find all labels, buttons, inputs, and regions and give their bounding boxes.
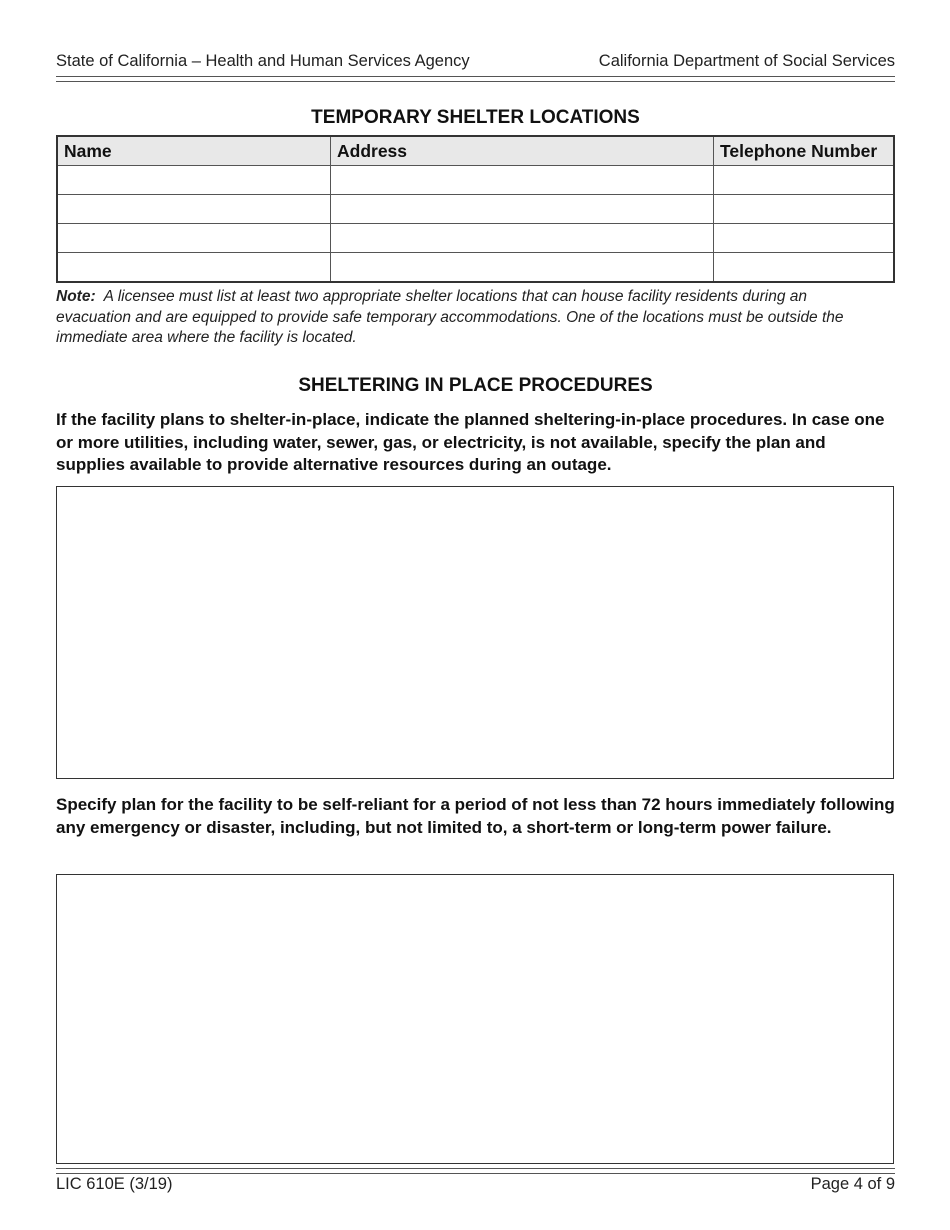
page-footer xyxy=(56,1175,895,1194)
shelter-name-cell[interactable] xyxy=(57,253,331,283)
sip-section-title: SHELTERING IN PLACE PROCEDURES xyxy=(298,375,653,396)
shelter-address-cell[interactable] xyxy=(331,253,714,283)
page-number: Page 4 of 9 xyxy=(810,1175,895,1193)
sip-procedures-instruction: If the facility plans to shelter-in-place, indicate the planned sheltering-in-place procedures. In case one or more utilities, including water, sewer, gas, or electricity, is not available, specify the plan and supplies available to provide alternative resources during an outage. xyxy=(56,410,885,474)
shelter-name-cell[interactable] xyxy=(57,166,331,195)
self-reliance-instruction: Specify plan for the facility to be self-reliant for a period of not less than 72 hours immediately following any emergency or disaster, including, but not limited to, a short-term or long-term power failure. xyxy=(56,795,895,837)
header-divider xyxy=(56,76,895,82)
note-text: A licensee must list at least two appropriate shelter locations that can house facility residents during an evacuation and are equipped to provide safe temporary accommodations. One of the locations must be outside the immediate area where the facility is located. xyxy=(56,288,844,346)
shelter-note xyxy=(56,287,876,349)
table-header-row xyxy=(57,136,894,166)
shelter-locations-table xyxy=(56,135,895,283)
note-label: Note: xyxy=(56,288,96,305)
shelter-address-cell[interactable] xyxy=(331,195,714,224)
shelter-name-cell[interactable] xyxy=(57,195,331,224)
table-row xyxy=(57,166,894,195)
footer-divider xyxy=(56,1168,895,1174)
shelter-address-cell[interactable] xyxy=(331,224,714,253)
shelter-section-title: TEMPORARY SHELTER LOCATIONS xyxy=(311,107,640,128)
table-row xyxy=(57,253,894,283)
shelter-phone-cell[interactable] xyxy=(714,195,895,224)
table-row xyxy=(57,195,894,224)
sip-procedures-textarea[interactable] xyxy=(56,486,894,779)
form-page xyxy=(56,0,895,1230)
column-header-address: Address xyxy=(331,136,714,166)
shelter-phone-cell[interactable] xyxy=(714,166,895,195)
shelter-address-cell[interactable] xyxy=(331,166,714,195)
department-name: California Department of Social Services xyxy=(598,52,895,70)
shelter-phone-cell[interactable] xyxy=(714,224,895,253)
self-reliance-textarea[interactable] xyxy=(56,874,894,1164)
column-header-name: Name xyxy=(57,136,331,166)
page-header xyxy=(56,52,895,71)
table-row xyxy=(57,224,894,253)
form-id: LIC 610E (3/19) xyxy=(56,1175,173,1193)
agency-name: State of California – Health and Human Services Agency xyxy=(56,52,470,70)
shelter-phone-cell[interactable] xyxy=(714,253,895,283)
shelter-name-cell[interactable] xyxy=(57,224,331,253)
column-header-telephone: Telephone Number xyxy=(714,136,895,166)
